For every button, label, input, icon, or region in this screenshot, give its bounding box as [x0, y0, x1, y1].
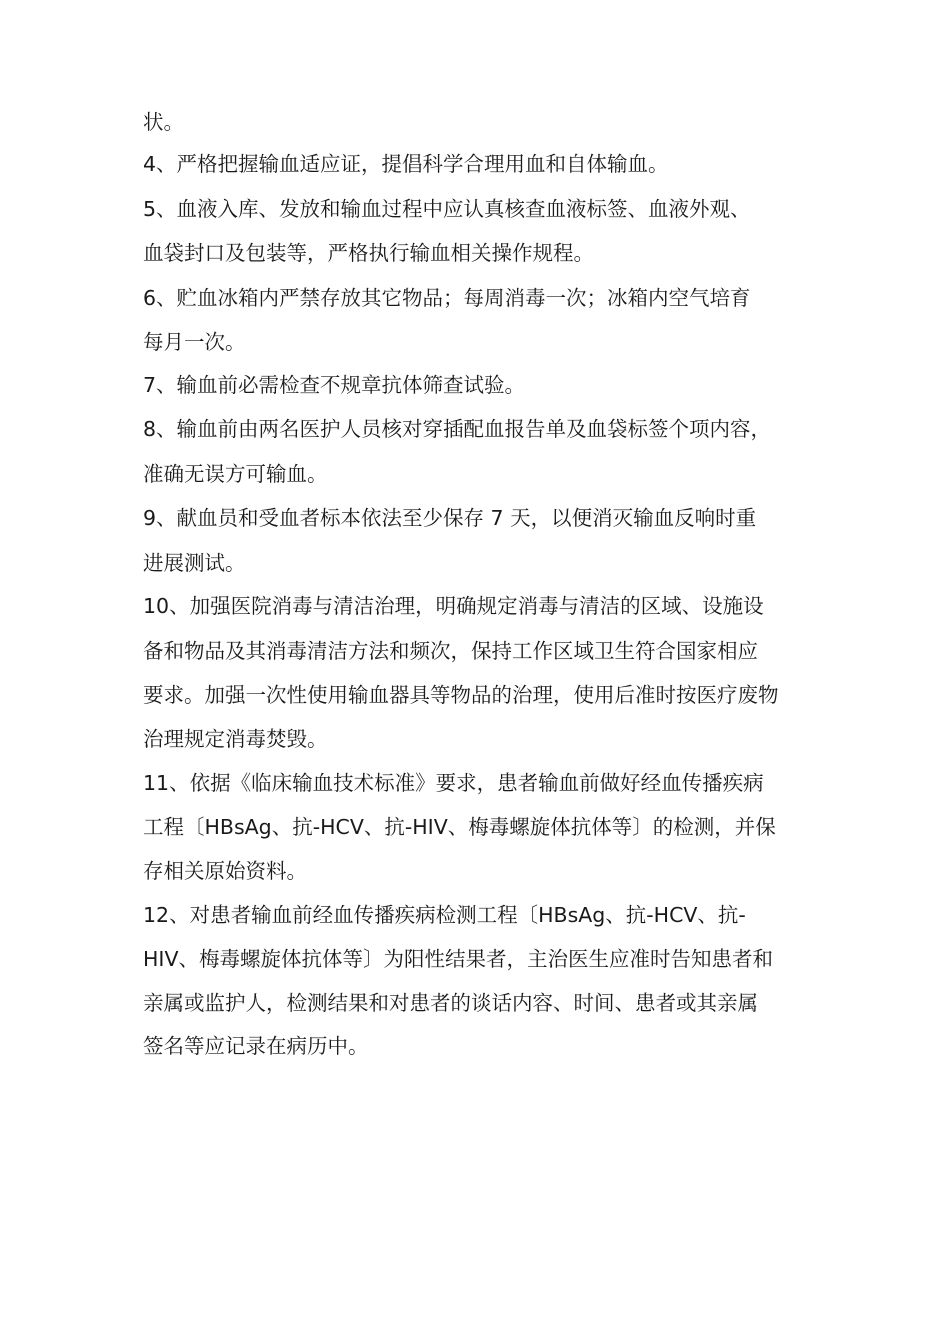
text-line: 工程〔HBsAg、抗-HCV、抗-HIV、梅毒螺旋体抗体等〕的检测，并保: [143, 815, 776, 839]
text-line: 7、输血前必需检查不规章抗体筛查试验。: [143, 373, 526, 397]
text-line: 治理规定消毒焚毁。: [143, 727, 328, 751]
text-line: 11、依据《临床输血技术标准》要求，患者输血前做好经血传播疾病: [143, 771, 764, 795]
text-line: HIV、梅毒螺旋体抗体等〕为阳性结果者，主治医生应准时告知患者和: [143, 947, 773, 971]
text-line: 存相关原始资料。: [143, 859, 307, 883]
text-line: 12、对患者输血前经血传播疾病检测工程〔HBsAg、抗-HCV、抗-: [143, 903, 746, 927]
text-line: 准确无误方可输血。: [143, 462, 328, 486]
text-line: 5、血液入库、发放和输血过程中应认真核查血液标签、血液外观、: [143, 197, 751, 221]
text-line: 每月一次。: [143, 330, 246, 354]
text-line: 6、贮血冰箱内严禁存放其它物品；每周消毒一次；冰箱内空气培育: [143, 286, 751, 310]
text-line: 4、严格把握输血适应证，提倡科学合理用血和自体输血。: [143, 152, 669, 176]
text-line: 要求。加强一次性使用输血器具等物品的治理，使用后准时按医疗废物: [143, 683, 779, 707]
text-line: 状。: [143, 110, 184, 134]
text-line: 10、加强医院消毒与清洁治理，明确规定消毒与清洁的区域、设施设: [143, 594, 764, 618]
text-line: 9、献血员和受血者标本依法至少保存 7 天，以便消灭输血反响时重: [143, 506, 757, 530]
text-line: 进展测试。: [143, 551, 246, 575]
text-line: 8、输血前由两名医护人员核对穿插配血报告单及血袋标签个项内容，: [143, 417, 772, 441]
text-line: 签名等应记录在病历中。: [143, 1034, 369, 1058]
text-line: 血袋封口及包装等，严格执行输血相关操作规程。: [143, 241, 594, 265]
text-line: 亲属或监护人，检测结果和对患者的谈话内容、时间、患者或其亲属: [143, 991, 758, 1015]
text-line: 备和物品及其消毒清洁方法和频次，保持工作区域卫生符合国家相应: [143, 639, 758, 663]
